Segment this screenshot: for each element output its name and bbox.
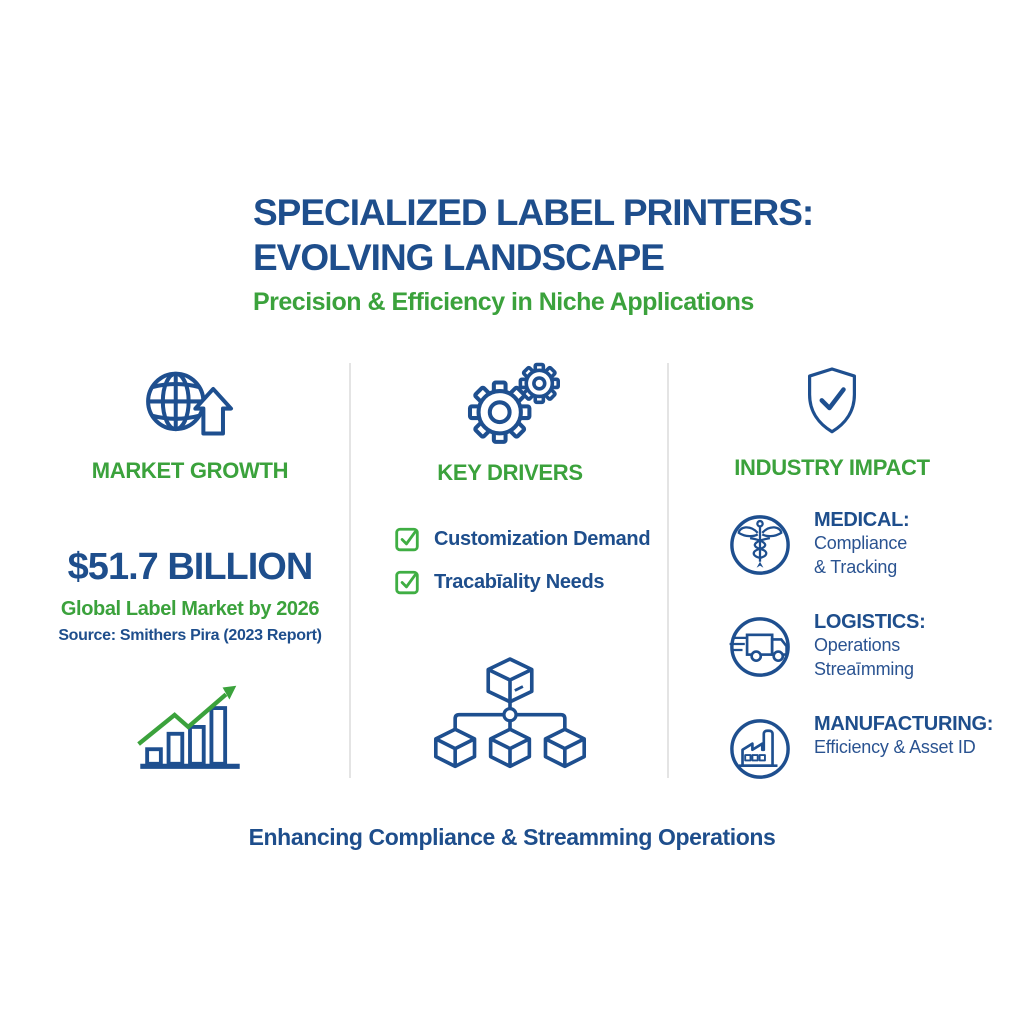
industry-line: Operations bbox=[814, 635, 901, 655]
drivers-checklist bbox=[362, 526, 658, 595]
industry-text bbox=[814, 609, 925, 682]
industry-row-medical bbox=[722, 507, 993, 595]
industry-title: MANUFACTURING: bbox=[814, 713, 994, 735]
industry-impact-head bbox=[692, 360, 972, 481]
industry-title: MEDICAL: bbox=[814, 509, 910, 531]
industry-line: Streaīmming bbox=[814, 658, 914, 679]
column-divider bbox=[349, 363, 351, 778]
page-subtitle: Precision & Efficiency in Niche Applications bbox=[253, 288, 754, 317]
industry-line: Efficiency & Asset ID bbox=[814, 737, 976, 757]
industry-line: & Tracking bbox=[814, 556, 898, 577]
checklist-item-label: Customization Demand bbox=[434, 527, 651, 550]
page-title-line1: SPECIALIZED LABEL PRINTERS: bbox=[253, 192, 814, 233]
industry-title: LOGISTICS: bbox=[814, 611, 926, 633]
medical-caduceus-icon bbox=[722, 507, 798, 583]
industry-list bbox=[692, 507, 993, 799]
checklist-item bbox=[394, 526, 658, 552]
column-key-drivers bbox=[362, 360, 658, 776]
logistics-truck-icon bbox=[722, 609, 798, 685]
checkbox-checked-icon bbox=[394, 569, 420, 595]
column-industry-impact bbox=[692, 360, 1014, 799]
market-stat-value: $51.7 BILLION bbox=[67, 546, 313, 588]
shield-check-icon bbox=[800, 365, 864, 441]
globe-growth-arrow-icon bbox=[140, 364, 240, 446]
footer-tagline: Enhancing Compliance & Streamming Operations bbox=[248, 824, 776, 850]
bar-chart-uptrend-icon bbox=[130, 677, 250, 776]
checklist-item-label: Tracabīality Needs bbox=[434, 570, 605, 593]
distribution-network-cubes-icon bbox=[421, 651, 599, 776]
industry-line: Compliance bbox=[814, 533, 908, 553]
market-stat-source: Source: Smithers Pira (2023 Report) bbox=[58, 627, 322, 644]
market-growth-header: MARKET GROWTH bbox=[91, 458, 289, 483]
industry-text bbox=[814, 711, 993, 760]
manufacturing-factory-icon bbox=[722, 711, 798, 787]
market-stat-caption: Global Label Market by 2026 bbox=[60, 598, 320, 620]
checkbox-checked-icon bbox=[394, 526, 420, 552]
industry-row-logistics bbox=[722, 609, 993, 697]
page-title bbox=[253, 190, 813, 280]
gears-icon bbox=[458, 360, 563, 450]
page-title-line2: EVOLVING LANDSCAPE bbox=[253, 237, 664, 279]
industry-impact-header: INDUSTRY IMPACT bbox=[734, 455, 930, 480]
column-market-growth bbox=[40, 360, 340, 776]
key-drivers-header: KEY DRIVERS bbox=[437, 460, 583, 485]
column-divider bbox=[667, 363, 669, 778]
industry-text bbox=[814, 507, 909, 580]
industry-row-manufacturing bbox=[722, 711, 993, 799]
header-block bbox=[253, 190, 813, 317]
checklist-item bbox=[394, 569, 658, 595]
